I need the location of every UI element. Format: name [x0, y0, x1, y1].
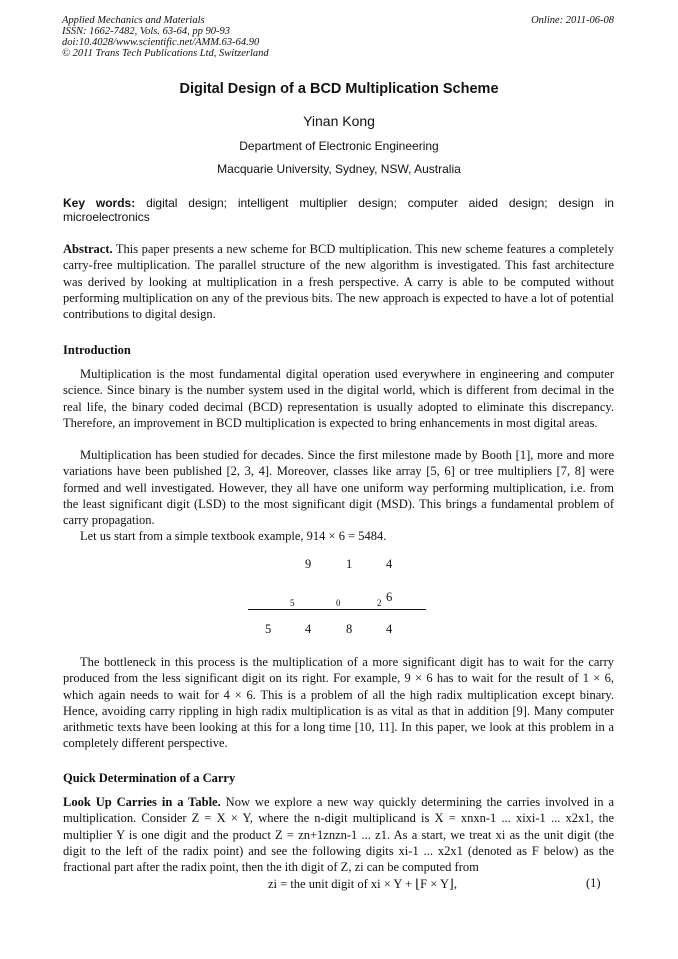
abstract	[63, 241, 614, 322]
product-digit: 5	[265, 622, 272, 636]
intro-paragraph-2: Multiplication has been studied for decades. Since the first milestone made by Booth [1], more and more variations have been published [2, 3, 4]. Moreover, classes like array [5, 6] or tree multipliers [7, 8] were formed and well investigated. However, they all have one uniform way performing multiplication, i.e. from the least significant digit (LSD) to the most significant digit (MSD). This brings a fundamental problem of carry propagation.	[63, 448, 614, 528]
multiplication-rule	[248, 609, 426, 610]
multiplier-digit: 6	[386, 590, 393, 604]
multiplicand-digit: 9	[305, 557, 312, 571]
keywords	[63, 196, 614, 224]
quick-carry-paragraph	[63, 794, 614, 875]
lookup-subheading: Look Up Carries in a Table.	[63, 795, 221, 809]
keywords-text: digital design; intelligent multiplier design; computer aided design; design in microelectronics	[63, 196, 614, 224]
multiplicand-digit: 1	[346, 557, 353, 571]
abstract-text: This paper presents a new scheme for BCD multiplication. This new scheme features a completely carry-free multiplication. The parallel structure of the new algorithm is investigated. This fast architecture was derived by looking at multiplication in a fresh perspective. A carry is able to be computed without performing multiplication on any of the previous bits. The new approach is expected to have a lot of potential contributions to digital design.	[63, 242, 614, 322]
carry-digit: 2	[377, 598, 382, 608]
author-name: Yinan Kong	[303, 113, 375, 129]
product-digit: 8	[346, 622, 353, 636]
bottleneck-paragraph: The bottleneck in this process is the multiplication of a more significant digit has to wait for the carry produced from the less significant digit on its right. For example, 9 × 6 has to wait for the result of 1 × 6, which again needs to wait for 4 × 6. This is a problem of all the high radix multiplication except binary. Hence, avoiding carry rippling in high radix multiplication is as vital as that in addition [9]. Many computer arithmetic texts have been looking at this for a long time [10, 11]. In this paper, we look at this problem in a completely different perspective.	[63, 655, 614, 751]
journal-name: Applied Mechanics and Materials	[62, 15, 205, 26]
paper-title: Digital Design of a BCD Multiplication Scheme	[179, 81, 499, 97]
introduction-heading: Introduction	[63, 343, 131, 357]
online-date: Online: 2011-06-08	[531, 15, 614, 26]
quick-carry-heading: Quick Determination of a Carry	[63, 771, 236, 785]
product-digit: 4	[386, 622, 393, 636]
equation-1: zi = the unit digit of xi × Y + ⌊F × Y⌋,	[268, 877, 457, 891]
equation-number: (1)	[586, 876, 601, 890]
carry-digit: 5	[290, 598, 295, 608]
intro-paragraph-3: Let us start from a simple textbook example, 914 × 6 = 5484.	[80, 529, 387, 543]
multiplicand-digit: 4	[386, 557, 393, 571]
lookup-text: Now we explore a new way quickly determining the carries involved in a multiplication. Consider Z = X × Y, where the n-digit multiplicand is X = xnxn-1 ... xixi-1 ... x2x1, the multiplier Y is one digit and the product Z = zn+1znzn-1 ... z1. As a start, we treat xi as the unit digit (the digit to the left of the radix point) and see the following digits xi-1 ... x2x1 (denoted as F below) as the fractional part after the radix point, then the ith digit of Z, zi can be computed from	[63, 795, 615, 875]
journal-header	[62, 15, 269, 59]
doi-line: doi:10.4028/www.scientific.net/AMM.63-64.90	[62, 37, 260, 48]
copyright-line: © 2011 Trans Tech Publications Ltd, Switzerland	[62, 48, 269, 59]
affiliation-university: Macquarie University, Sydney, NSW, Australia	[217, 162, 461, 176]
intro-paragraph-1: Multiplication is the most fundamental digital operation used everywhere in engineering and computer science. Since binary is the number system used in the digital world, which is different from decimal in the real life, the binary coded decimal (BCD) representation is usually adopted to eliminate this discrepancy. Therefore, an improvement in BCD multiplication is expected to bring enhancements in most digital areas.	[63, 367, 614, 430]
affiliation-department: Department of Electronic Engineering	[239, 139, 439, 153]
issn-line: ISSN: 1662-7482, Vols. 63-64, pp 90-93	[62, 26, 230, 37]
keywords-label: Key words:	[63, 196, 136, 210]
carry-digit: 0	[336, 598, 341, 608]
product-digit: 4	[305, 622, 312, 636]
abstract-label: Abstract.	[63, 242, 113, 256]
